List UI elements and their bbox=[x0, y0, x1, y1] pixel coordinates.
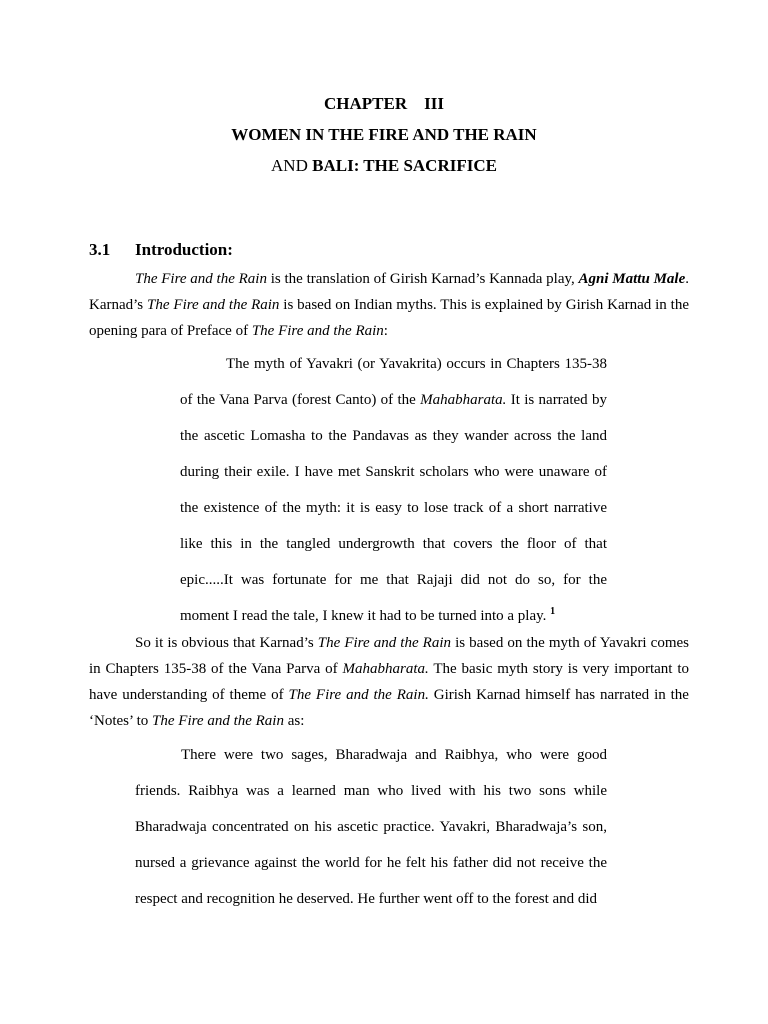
subtitle-bold: BALI: THE SACRIFICE bbox=[312, 156, 497, 175]
para-text: . Karnad’s bbox=[89, 271, 689, 313]
chapter-title: WOMEN IN THE FIRE AND THE RAIN bbox=[231, 125, 537, 144]
chapter-subtitle bbox=[0, 155, 768, 177]
para-text: is based on the myth of Yavakri comes in Chapters 135-38 of the Vana Parva of bbox=[89, 635, 689, 677]
section-title: Introduction: bbox=[135, 240, 233, 259]
play-title: The Fire and the Rain bbox=[147, 297, 280, 313]
section-number: 3.1 bbox=[89, 240, 111, 259]
play-title: The Fire and the Rain. bbox=[288, 687, 429, 703]
para-text: So it is obvious that Karnad’s bbox=[135, 635, 318, 651]
play-title: The Fire and the Rain bbox=[251, 323, 384, 339]
epic-title: Mahabharata. bbox=[342, 661, 429, 677]
play-title: The Fire and the Rain bbox=[135, 271, 267, 287]
para-text: The basic myth story is very important to have understanding of theme of bbox=[89, 661, 689, 703]
chapter-label: CHAPTER III bbox=[324, 94, 444, 113]
play-title: The Fire and the Rain bbox=[317, 635, 452, 651]
kannada-title: Agni Mattu Male bbox=[578, 271, 686, 287]
para-text: is based on Indian myths. This is explained by Girish Karnad in the opening para of Preface of bbox=[89, 297, 689, 339]
para-text: is the translation of Girish Karnad’s Kannada play, bbox=[266, 271, 579, 287]
para-text: as: bbox=[283, 713, 305, 729]
quote-text: It is narrated by the ascetic Lomasha to the Pandavas as they wander across the land during their exile. I have met Sanskrit scholars who were unaware of the existence of the myth: it is easy to lose track of a short narrative like this in the tangled undergrowth that covers the floor of that epic.....It was fortunate for me that Rajaji did not do so, for the moment I read the tale, I knew it had to be turned into a play. bbox=[180, 392, 607, 624]
para-text: : bbox=[383, 323, 388, 339]
preface-quote bbox=[180, 346, 607, 634]
notes-quote: There were two sages, Bharadwaja and Raibhya, who were good friends. Raibhya was a learned man who lived with his two sons while Bharadwaja concentrated on his ascetic practice. Yavakri, Bharadwaja’s son, nursed a grievance against the world for he felt his father did not receive the respect and recognition he deserved. He further went off to the forest and did bbox=[135, 747, 607, 907]
para-text: Girish Karnad himself has narrated in the ‘Notes’ to bbox=[89, 687, 689, 729]
body-paragraph bbox=[89, 630, 689, 734]
play-title: The Fire and the Rain bbox=[152, 713, 284, 729]
subtitle-prefix: AND bbox=[271, 156, 313, 175]
epic-title: Mahabharata. bbox=[420, 392, 507, 408]
quote-text: The myth of Yavakri (or Yavakrita) occurs in Chapters 135-38 of the Vana Parva (forest Canto) of the bbox=[180, 356, 607, 408]
section-heading bbox=[89, 239, 233, 261]
footnote-marker: 1 bbox=[550, 606, 556, 617]
intro-paragraph bbox=[89, 266, 689, 344]
